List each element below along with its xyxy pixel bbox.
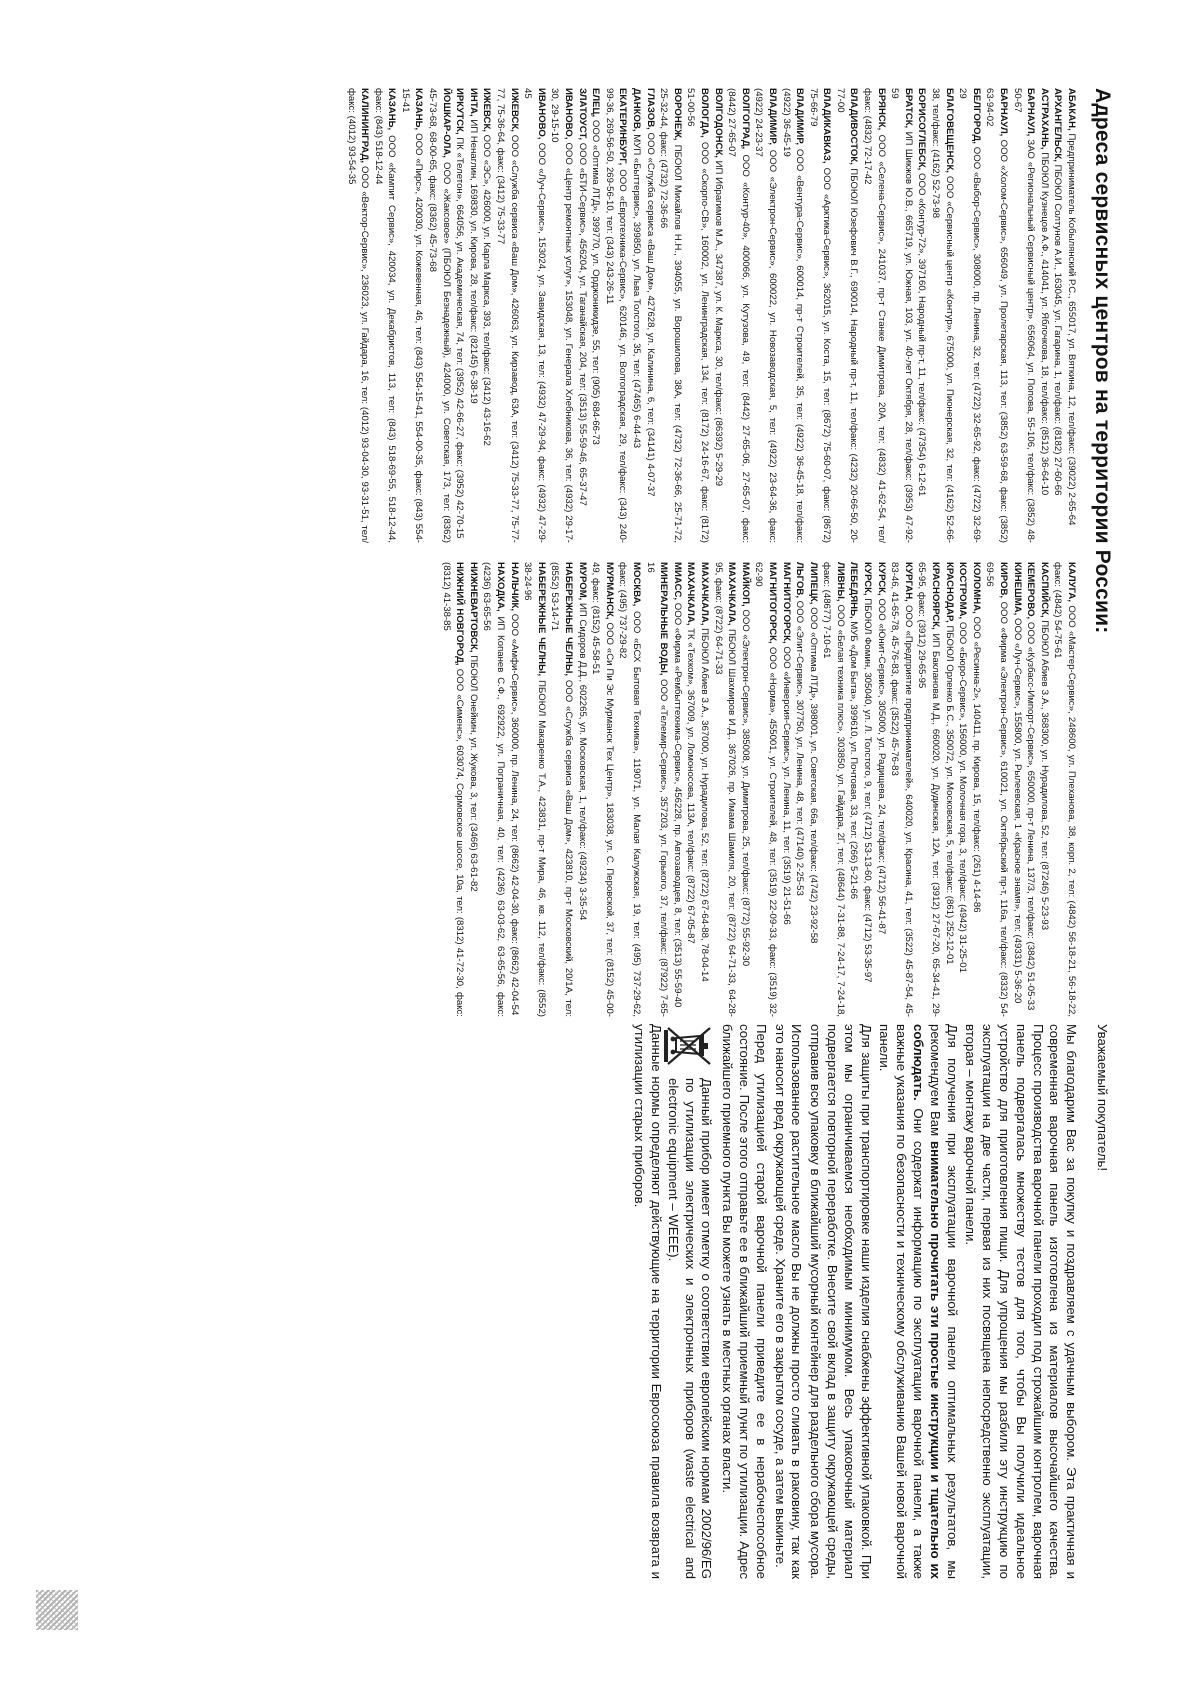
notice-paragraph: Для защиты при транспортировке наши изделия снабжены эффективной упаковкой. При этом мы ограничиваемся необходимым минимумом. Весь упаковочный материал подвергается повторной переработке. Внесите свой вклад в защиту окружающей среды, отправив всю упаковку в ближайший мусорный контейнер для раздельного сбора мусора.	[808, 1024, 874, 1579]
service-center-city: ВОРОНЕЖ,	[671, 88, 683, 141]
service-center-details: ИП Бакланова М.Д., 660020, ул. Дудинская, 12А, тел: (3912) 27-67-20, 65-34-41, 29-65-95, факс: (3912) 29-65-95	[916, 562, 942, 1017]
weee-notice	[664, 1024, 714, 1579]
service-center-details: ПБОЮЛ Михайлов Н.Н., 394055, ул. Ворошилова, 38А, тел: (4732) 72-36-66, 25-71-72, 25-32-44, факс: (4732) 72-36-66	[658, 88, 683, 543]
service-center-entry	[779, 88, 806, 543]
service-center-entry	[915, 88, 929, 543]
service-center-details: ООО «Норма», 455001, ул. Строителей, 48, тел: (3519) 22-09-33, факс: (3519) 32-62-90	[753, 562, 778, 1018]
service-center-entry	[589, 88, 603, 543]
service-center-entry	[806, 562, 820, 1017]
service-center-entry	[453, 88, 467, 543]
service-center-city: МИАСС,	[671, 562, 683, 601]
service-center-details: ООО «Телемир-Сервис», 357203, ул. Горького, 37, тел/факс: (87922) 7-65-16	[644, 562, 670, 1017]
service-center-city: ВЛАДИКАВКАЗ,	[821, 88, 833, 164]
service-center-details: ПБОЮЛ Онейкин, ул. Жукова, 3, тел: (3466) 63-61-82	[467, 655, 479, 892]
service-center-city: КИРОВ,	[998, 562, 1010, 599]
service-center-city: ИРКУТСК,	[454, 88, 466, 135]
service-centers-column-right	[439, 562, 1078, 1017]
service-center-city: ВОЛГОГРАД,	[739, 88, 751, 150]
service-center-city: ИЖЕВСК,	[508, 88, 520, 132]
notice-paragraph: Мы благодарим Вас за покупку и поздравляем с удачным выбором. Эта практичная и современная варочная панель изготовлена из материалов высочайшего качества. Процесс производства варочной панели проходил под строжайшим контролем, варочная панель подвергалась множеству тестов для того, чтобы Вы получили идеальное устройство для приготовления пищи. Для упрощения мы разбили эту инструкцию по эксплуатации на две части, первая из них посвящена непосредственно эксплуатации, вторая – монтажу варочной панели.	[963, 1024, 1080, 1579]
service-center-city: ЛИВНЫ,	[834, 562, 846, 602]
service-center-city: МАЙКОП,	[739, 562, 751, 607]
service-center-details: ООО «Амфи-Сервис», 360000, пр. Ленина, 24, тел: (8662) 42-04-30, факс: (8662) 42-04-54	[508, 613, 520, 1016]
service-center-city: КЕМЕРОВО,	[1025, 562, 1037, 620]
service-center-entry	[684, 88, 711, 543]
service-center-entry	[1024, 562, 1038, 1017]
service-center-city: КРАСНОДАР,	[943, 562, 955, 623]
service-center-details: ООО «Мастер-Сервис», 248600, ул. Плеханова, 38, корп. 2, тел: (4842) 56-18-21, 56-18-22, факс: (4842) 54-75-61	[1052, 562, 1077, 1018]
service-center-entry	[426, 88, 453, 543]
service-center-details: МУП «Быттервис», 399850, ул. Льва Толстого, 35, тел: (47465) 6-44-43	[631, 134, 642, 449]
service-center-city: НАХОДКА,	[495, 562, 507, 612]
service-center-city: БАРНАУЛ,	[998, 88, 1010, 137]
service-center-city: ИВАНОВО,	[535, 88, 547, 140]
service-center-entry	[752, 88, 779, 543]
service-center-entry	[643, 88, 657, 543]
service-center-entry	[928, 88, 955, 543]
service-center-city: ЕЛЕЦ,	[590, 88, 602, 118]
notice-closing: Данные нормы определяют действующие на территории Евросоюза правила возврата и утилизации старых приборов.	[632, 1024, 665, 1579]
service-center-details: ООО «Луч-Сервис», 155800, ул. Рылеевская, 1 «Красное знамя», тел: (49331) 5-36-20	[1011, 617, 1023, 1004]
service-center-entry	[888, 88, 915, 543]
service-center-city: ВОЛОГДА,	[698, 88, 710, 138]
service-center-city: ВЛАДИМИР,	[794, 88, 806, 146]
service-center-city: НИЖНЕВАРТОВСК,	[467, 562, 479, 653]
service-center-city: ЛЬГОВ,	[794, 562, 806, 598]
service-center-entry	[507, 562, 521, 1017]
service-center-details: ООО «Инверсия-Сервис», ул. Ленина, 11, тел: (3519) 21-51-66	[780, 646, 792, 925]
service-center-entry	[344, 88, 371, 543]
service-center-city: НАБЕРЕЖНЫЕ ЧЕЛНЫ,	[535, 562, 547, 677]
service-center-entry	[956, 562, 970, 1017]
service-center-entry	[548, 88, 575, 543]
service-center-details: ИП Копанев С.Ф., 692922, ул. Пограничная, 40, тел: (4236) 63-03-62, 63-65-56, факс: (4236) 63-65-56	[481, 562, 507, 1017]
service-center-city: ЕКАТЕРИНБУРГ,	[617, 88, 629, 166]
service-center-details: ООО «Элит-Сервис», 307750, ул. Ленина, 48, тел: (47140) 2-25-53	[794, 600, 806, 896]
service-center-city: КУРГАН,	[902, 562, 914, 602]
service-center-details: ООО «БСХ Бытовая Техника», 119071, ул. Малая Калужская, 19, тел: (495) 737-29-62, факс: (495) 737-29-82	[617, 562, 642, 1018]
service-center-details: ООО «Юнит-Сервис», 305000, ул. Радищева, 24, тел/факс: (4712) 56-41-87	[875, 598, 887, 935]
service-center-city: КУРСК,	[875, 562, 887, 596]
service-center-city: ИНТА,	[467, 88, 479, 117]
service-center-details: ООО «Луч-Сервис», 153024, ул. Завидская, 13, тел: (4932) 47-29-94, факс: (4932) 47-29-45	[522, 88, 547, 543]
service-center-details: ПК «Телетон», 664056, ул. Академическая, 74, тел: (3952) 42-66-27, факс: (3952) 42-70-15	[454, 137, 466, 539]
service-center-city: ИВАНОВО,	[563, 88, 575, 140]
service-center-details: ООО «Сервисный центр «Контур», 675000, ул. Пионерская, 32, тел: (4162) 52-66-38, тел/факс: (4162) 52-73-98	[930, 88, 955, 543]
service-center-city: МАГНИТОГОРСК,	[766, 562, 778, 644]
service-center-entry	[466, 88, 480, 543]
service-center-details: ООО «БТИ-Сервис», 456204, ул. Таганайская, 204, тел: (3513) 55-59-46, 65-37-47	[576, 142, 588, 506]
service-center-details: ООО «Вентура-Сервис», 600014, пр-т Строителей, 35, тел: (4922) 36-45-18, тел/факс: (4922) 36-45-19	[780, 88, 806, 543]
notice-paragraph	[876, 1024, 960, 1579]
service-center-city: БРАТСК,	[902, 88, 914, 129]
service-center-city: КИНЕШМА,	[1011, 562, 1023, 616]
service-center-entry	[1064, 88, 1078, 543]
service-center-entry	[1051, 88, 1065, 543]
service-center-city: ЗЛАТОУСТ,	[576, 88, 588, 141]
service-center-city: ЛИПЕЦК,	[807, 562, 819, 605]
service-center-details: ПБОЮЛ Шахмиров И.Д., 367026, пр. Имама Шамиля, 20, тел: (8722) 64-71-33, 64-28-95, факс: (8722) 64-71-33	[712, 562, 738, 1017]
service-center-city: НАЛЬЧИК,	[508, 562, 520, 612]
service-center-entry	[629, 88, 643, 543]
service-center-details: ПБОЮЛ Солтунов А.И., 163045, ул. Гагарина, 1, тел/факс: (8182) 27-60-66	[1052, 164, 1064, 496]
service-center-details: ООО «Пирс», 420030, ул. Кожевенная, 46, тел: (843) 554-15-41, 554-00-35, факс: (843) 554-15-41	[399, 88, 425, 543]
service-center-entry	[752, 562, 779, 1017]
service-center-entry	[480, 88, 494, 543]
service-center-details: ПБОЮЛ Абиев З.А., 368300, ул. Нурадилова, 52, тел: (87246) 5-23-93	[1038, 620, 1050, 931]
notice-recommendation: Для получения при эксплуатации варочной панели оптимальных результатов, мы рекомендуем Вам	[927, 1024, 960, 1579]
service-center-entry	[521, 88, 548, 543]
service-center-details: ООО «Электрон-Сервис», 600022, ул. Новозаводская, 5, тел: (4922) 23-64-36, факс: (4922) 24-23-37	[753, 88, 778, 543]
service-center-entry	[793, 562, 807, 1017]
service-center-details: ООО «Белая техника плюс», 303850, ул. Гайдара, 2Г, тел: (48644) 7-31-88, 7-24-17, 7-24-18, факс: (48677) 7-10-61	[821, 562, 846, 1017]
service-center-details: ООО «Кузбасс-Импорт-Сервис», 650000, пр-т Ленина, 137/3, тел/факс: (3842) 51-05-33	[1025, 621, 1037, 1011]
service-center-city: МАХАЧКАЛА,	[685, 562, 697, 626]
service-center-city: МАХАЧКАЛА,	[726, 562, 738, 626]
service-center-city: МАХАЧКАЛА,	[698, 562, 710, 626]
service-center-city: АБАКАН,	[1066, 88, 1077, 131]
service-center-details: ООО «Скорпо-СВ», 160002, ул. Ленинградская, 134, тел: (8172) 24-16-67, факс: (8172) 51-00-56	[685, 88, 710, 543]
service-center-entry	[711, 88, 725, 543]
service-center-details: ООО «Фирма «Электрон-Сервис», 610021, ул. Октябрьский пр-т, 116а, тел/факс: (8332) 54-69-56	[984, 562, 1010, 1017]
service-center-city: КРАСНОЯРСК,	[930, 562, 942, 630]
service-center-city: ГЛАЗОВ,	[644, 88, 656, 130]
service-center-entry	[833, 88, 860, 543]
service-center-details: ИП Ненаглин, 169830, ул. Кирова, 28, тел/факс: (82145) 6-38-19	[467, 119, 479, 404]
service-center-details: МУБ «Дом Быта», 399610, ул. Почтовая, 33, тел: (266) 5-21-66	[848, 621, 860, 900]
service-center-city: КАЛУГА,	[1066, 562, 1077, 603]
service-center-city: АСТРАХАНЬ,	[1038, 88, 1050, 150]
service-center-entry	[1037, 562, 1051, 1017]
service-center-details: ООО «Центр ремонтных услуг», 153048, ул. Генерала Хлебникова, 36, тел: (4932) 29-17-30, 29-15-10	[549, 88, 575, 544]
service-center-city: КАСПИЙСК,	[1038, 562, 1050, 618]
service-center-city: КУРСК,	[862, 562, 874, 596]
service-center-city: БЛАГОВЕЩЕНСК,	[943, 88, 955, 173]
service-center-entry	[643, 562, 670, 1017]
service-center-details: ООО «Служба сервиса «Ваш Дом», 426063, ул. Кирзавод, 63А, тел: (3412) 75-33-77, 75-77-77, 75-36-64, факс: (3412) 75-33-77	[495, 88, 520, 543]
weee-text: Данный прибор имеет отметку о соответствии европейским нормам 2002/96/EG по утилизации электрических и электронных приборов (waste electrical and electronic equipment – WEEE).	[665, 1078, 715, 1579]
service-center-city: МУРМАНСК,	[603, 562, 615, 620]
service-center-city: МУРОМ,	[576, 562, 588, 601]
service-center-details: ТК «Техком», 367009, ул. Ломоносова, 113А, тел/факс: (8722) 67-05-87	[685, 628, 697, 944]
service-center-entry	[466, 562, 480, 1017]
service-center-entry	[847, 562, 861, 1017]
service-center-city: БАРНАУЛ,	[1025, 88, 1037, 137]
service-center-entry	[820, 562, 847, 1017]
service-center-city: КАЗАНЬ,	[386, 88, 398, 131]
service-center-city: КОЛОМНА,	[970, 562, 982, 614]
service-center-details: ООО «Селена-Сервис», 241037, пр-т Станке Димитрова, 20А, тел: (4832) 41-62-54, тел/факс: (4832) 72-17-42	[862, 88, 887, 543]
service-center-entry	[969, 562, 983, 1017]
service-center-entry	[888, 562, 915, 1017]
service-center-details: ООО «Предприятие предпринимателей», 640020, ул. Красина, 41, тел: (3522) 45-87-54, 45-83-46, 41-65-78, 45-76-83, факс: (3522) 45-76-83	[889, 562, 914, 1018]
scan-artifact	[36, 1590, 78, 1630]
service-center-city: НАБЕРЕЖНЫЕ ЧЕЛНЫ,	[563, 562, 575, 676]
service-center-entry	[657, 88, 684, 543]
service-center-details: ООО «Оптима ЛТД», 398001, ул. Советская, 66а, тел/факс: (4742) 23-92-58	[807, 607, 819, 944]
notice-bold-instruction: внимательно прочитать эти простые инструкции и тщательно их соблюдать.	[911, 1024, 943, 1580]
service-center-details: ПБОЮЛ Фомин, 305040, ул. Л. Толстого, 9, тел: (4712) 53-13-60, факс: (4712) 53-35-97	[862, 598, 874, 983]
service-center-details: ПБОЮЛ Юзефович В.Г., 690014, Народный пр-т, 11, тел/факс: (4232) 20-66-50, 20-77-00	[834, 88, 860, 543]
service-center-details: ООО «Фирма «Рембыттехника-Сервис», 456228, пр. Автозаводцев, 8, тел: (3513) 55-59-40	[671, 602, 683, 1008]
service-center-details: ООО «Вектор-Сервис», 236023, ул. Гайдара, 16, тел: (4012) 93-04-30, 93-31-51, тел/факс: (4012) 93-54-35	[345, 88, 371, 543]
service-center-details: Предприниматель Кобылянский Р.С., 655017, ул. Вяткина, 12, тел/факс: (39022) 2-65-64	[1066, 133, 1077, 526]
service-center-entry	[806, 88, 833, 543]
service-center-details: ООО «Арктика-Сервис», 362015, ул. Коста, 15, тел: (8672) 75-60-07, факс: (8672) 75-66-79	[807, 88, 833, 543]
service-center-entry	[480, 562, 507, 1017]
service-center-city: БЕЛГОРОД,	[970, 88, 982, 144]
service-center-entry	[956, 88, 983, 543]
service-center-entry	[942, 562, 956, 1017]
service-center-entry	[915, 562, 942, 1017]
service-center-entry	[371, 88, 398, 543]
service-center-city: ИЖЕВСК,	[481, 88, 493, 132]
service-center-entry	[697, 562, 711, 1017]
service-center-entry	[670, 562, 684, 1017]
document-title: Адреса сервисных центров на территории России:	[1091, 88, 1114, 634]
service-center-city: БРЯНСК,	[875, 88, 887, 131]
service-center-details: ИП Ибрагимов М.А., 347387, ул. К. Маркса, 30, тел/факс: (86392) 5-29-29	[712, 160, 724, 487]
service-center-city: ВЛАДИВОСТОК,	[848, 88, 860, 165]
service-center-entry	[874, 562, 888, 1017]
service-center-details: ПБОЮЛ Макаренко Т.А., 423831, пр-т Мира, 46, кв. 112, тел/факс: (8552) 38-24-96	[522, 562, 547, 1017]
service-center-details: ПБОЮЛ Кузнецов А.Ф., 414041, ул. Яблочкова, 18, тел/факс: (8512) 36-64-10	[1038, 152, 1050, 496]
service-center-entry	[711, 562, 738, 1017]
service-center-details: ООО «Си Пи Эс Мурманск Тех Центр», 183038, ул. С. Перовской, 37, тел: (8152) 45-00-49, факс: (8152) 45-58-51	[590, 562, 615, 1017]
service-center-entry	[398, 88, 425, 543]
service-center-city: МИНЕРАЛЬНЫЕ ВОДЫ,	[658, 562, 670, 676]
service-center-entry	[521, 562, 548, 1017]
service-center-entry	[1010, 562, 1024, 1017]
service-center-details: ООО «Служба сервиса «Ваш Дом», 423810, пр-т Московский, 20/1А, тел: (8552) 53-14-71	[549, 562, 575, 1017]
service-center-entry	[983, 562, 1010, 1017]
service-center-entry	[602, 88, 629, 543]
service-center-entry	[983, 88, 1010, 543]
service-center-entry	[548, 562, 575, 1017]
notice-recommendation-tail: Они содержат информацию по эксплуатации варочной панели, а также важные указания по безопасности и техническому обслуживанию Вашей новой варочной панели.	[877, 1024, 927, 1580]
service-center-entry	[1051, 562, 1078, 1017]
service-center-details: ООО «Евротехника-Сервис», 620146, ул. Волгоградская, 29, тел/факс: (343) 240-99-36, 269-56-50, 269-56-10, тел: (343) 243-26-11	[603, 88, 629, 543]
service-center-details: ООО «Кампит Сервис», 420034, ул. Декабристов, 113, тел: (843) 518-69-55, 518-12-44, факс: (843) 518-12-44	[372, 88, 398, 544]
service-center-details: ООО «Служба сервиса «Ваш Дом», 427628, ул. Калинина, 6, тел: (34141) 4-07-37	[644, 132, 656, 497]
service-center-city: АРХАНГЕЛЬСК,	[1052, 88, 1064, 162]
service-center-city: МАГНИТОГОРСК,	[780, 562, 792, 644]
service-center-entry	[725, 88, 752, 543]
service-center-details: ООО «Выбор-Сервис», 308000, пр. Ленина, 32, тел: (4722) 32-65-92, факс: (4722) 32-69-29	[957, 88, 982, 543]
service-center-entry	[684, 562, 698, 1017]
service-center-entry	[738, 562, 752, 1017]
service-center-details: ООО «Жаксовое» (ПБОЮЛ Безнадежный), 424000, ул. Советская, 173, тел: (8362) 45-73-68, 68-00-65, факс: (8362) 45-73-68	[427, 88, 452, 543]
notice-paragraph: Использованное растительное масло Вы не должны просто сливать в раковину, так как это наносит вред окружающей среде. Храните его в закрытом сосуде, а затем выкиньте.	[772, 1024, 805, 1579]
service-center-details: ЗАО «Региональный Сервисный центр», 656064, ул. Попова, 55-106, тел/факс: (3852) 48-50-67	[1011, 88, 1037, 544]
service-center-details: ООО «Контур-40», 400066, ул. Кутузова, 49, тел: (8442) 27-65-06, 27-65-07, факс: (8442) 27-65-07	[726, 88, 751, 543]
crossed-out-wheelie-bin-icon	[664, 1024, 714, 1068]
service-center-entry	[616, 562, 643, 1017]
service-center-city: ДАНКОВ,	[631, 88, 642, 132]
service-center-entry	[575, 88, 589, 543]
service-center-entry	[575, 562, 589, 1017]
service-center-entry	[1037, 88, 1051, 543]
service-center-entry	[861, 88, 888, 543]
service-center-entry	[589, 562, 616, 1017]
service-center-city: БОРИСОГЛЕБСК,	[916, 88, 928, 171]
service-center-details: ООО «Сименс», 603074, Сормовское шоссе, 10а, тел: (8312) 41-72-30, факс: (8312) 41-38-85	[440, 562, 466, 1017]
service-center-details: ПБОЮЛ Орленко Б.С., 350072, ул. Московская, 5, тел/факс: (861) 252-12-01	[943, 625, 955, 965]
service-center-details: ООО «Бюро-Сервис», 156000, ул. Молочная гора, 3, тел/факс: (4942) 31-25-01	[957, 621, 969, 973]
service-center-city: КАЗАНЬ,	[413, 88, 425, 131]
service-center-details: ООО «Ресинна-2», 140411, пр. Кирова, 15, тел/факс: (261) 4-14-86	[970, 616, 982, 913]
service-center-details: ИП Шикжов Ю.В., 665719, ул. Южная, 103, ул. 40-лет Октября, 28, тел/факс: (3953) 47-92-59	[889, 88, 914, 543]
service-center-details: ООО «Контур-72», 397160, Народный пр-т, 11, тел/факс: (47354) 6-12-61	[916, 173, 928, 497]
service-center-entry	[861, 562, 875, 1017]
customer-notice	[628, 1024, 1110, 1579]
service-center-city: ВЛАДИМИР,	[766, 88, 778, 146]
notice-paragraph: Перед утилизацией старой варочной панели приведите ее в нерабочеспособное состояние. После этого отправьте ее в ближайший приемный пункт по утилизации. Адрес ближайшего приемного пункта Вы можете узнать в местных органах власти.	[720, 1024, 769, 1579]
service-center-details: ООО «Холом-Сервис», 656049, ул. Пролетарская, 113, тел: (3852) 63-59-68, факс: (3852) 63-94-02	[984, 88, 1010, 543]
notice-greeting: Уважаемый покупатель!	[1095, 1024, 1110, 1172]
service-center-details: ООО «Оптима ЛТД», 399770, ул. Орджоникидзе, 55, тел: (905) 684-66-73	[590, 119, 602, 445]
service-center-city: ЙОШКАР-ОЛА,	[440, 88, 452, 158]
service-center-details: ПБОЮЛ Абиев З.А., 367000, ул. Нурадилова, 52, тел: (8722) 67-64-88, 78-04-14	[698, 628, 710, 982]
service-center-city: КАЛИНИНГРАД,	[359, 88, 371, 164]
service-center-city: ВОЛГОДОНСК,	[712, 88, 724, 158]
service-center-city: КОСТРОМА,	[957, 562, 969, 620]
service-center-details: ИП Сидоров Д.Д., 602265, ул. Московская, 1, тел/факс: (49234) 3-35-54	[576, 603, 588, 921]
service-center-entry	[439, 562, 466, 1017]
service-center-city: МОСКВА,	[631, 562, 642, 607]
service-centers-column-left	[344, 88, 1078, 543]
service-center-entry	[779, 562, 793, 1017]
service-center-details: ООО «ЭС», 426000, ул. Карла Маркса, 393, тел/факс: (3412) 43-16-62	[481, 134, 493, 446]
service-center-details: ООО «Электрон-Сервис», 385008, ул. Димитрова, 25, тел/факс: (8772) 55-92-30	[739, 609, 751, 967]
service-center-city: НИЖНИЙ НОВГОРОД,	[454, 562, 466, 666]
service-center-entry	[493, 88, 520, 543]
service-center-entry	[1010, 88, 1037, 543]
service-center-city: ЛЕБЕДЯНЬ,	[848, 562, 860, 619]
